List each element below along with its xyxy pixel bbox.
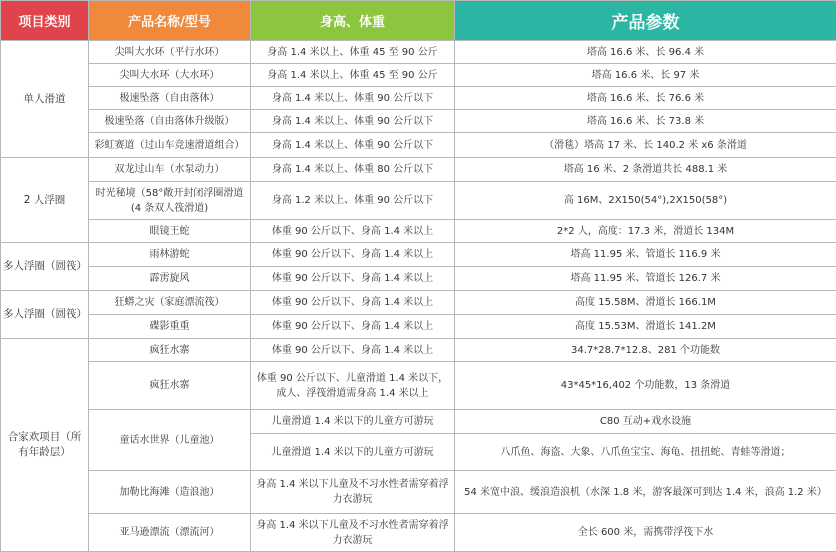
product-name-cell: 加勒比海滩（造浪池） — [89, 471, 251, 514]
params-cell: 全长 600 米，需携带浮筏下水 — [455, 514, 836, 552]
category-cell: 单人滑道 — [1, 41, 89, 158]
requirement-cell: 体重 90 公斤以下、儿童滑道 1.4 米以下，成人、浮筏滑道需身高 1.4 米以上 — [251, 362, 455, 410]
product-name-cell: 眼镜王蛇 — [89, 220, 251, 243]
product-name-cell: 极速坠落（自由落体） — [89, 87, 251, 110]
requirement-cell: 身高 1.2 米以上、体重 90 公斤以下 — [251, 182, 455, 220]
product-name-cell: 极速坠落（自由落体升级版） — [89, 110, 251, 133]
requirement-cell: 身高 1.4 米以上、体重 45 至 90 公斤 — [251, 41, 455, 64]
table-row — [1, 315, 836, 339]
table-row — [1, 339, 836, 362]
table-row — [1, 41, 836, 64]
requirement-cell: 儿童滑道 1.4 米以下的儿童方可游玩 — [251, 410, 455, 434]
product-name-cell: 尖叫大水环（大水环） — [89, 64, 251, 87]
table-row — [1, 158, 836, 182]
product-name-cell: 时光秘境（58°敞开封闭浮圈滑道(4 条双人筏滑道) — [89, 182, 251, 220]
table-row — [1, 471, 836, 514]
product-name-cell: 雨林游蛇 — [89, 243, 251, 267]
params-cell: （滑毯）塔高 17 米、长 140.2 米 x6 条滑道 — [455, 133, 836, 158]
table-row — [1, 182, 836, 220]
params-cell: 54 米宽中浪、缓浪造浪机（水深 1.8 米，游客最深可到达 1.4 米，浪高 1.2 米） — [455, 471, 836, 514]
params-cell: 34.7*28.7*12.8、281 个功能数 — [455, 339, 836, 362]
params-cell: C80 互动+戏水设施 — [455, 410, 836, 434]
requirement-cell: 体重 90 公斤以下、身高 1.4 米以上 — [251, 339, 455, 362]
table-row — [1, 243, 836, 267]
table-row — [1, 220, 836, 243]
product-name-cell: 碟影重重 — [89, 315, 251, 339]
requirement-cell: 体重 90 公斤以下、身高 1.4 米以上 — [251, 220, 455, 243]
product-name-cell: 亚马逊漂流（漂流河） — [89, 514, 251, 552]
requirement-cell: 儿童滑道 1.4 米以下的儿童方可游玩 — [251, 434, 455, 471]
header-height-weight: 身高、体重 — [251, 1, 455, 41]
requirement-cell: 体重 90 公斤以下、身高 1.4 米以上 — [251, 267, 455, 291]
product-name-cell: 狂蟒之灾（家庭漂流筏） — [89, 291, 251, 315]
table-row — [1, 133, 836, 158]
table-row — [1, 362, 836, 410]
header-row — [1, 1, 836, 41]
product-name-cell: 尖叫大水环（平行水环） — [89, 41, 251, 64]
product-name-cell: 童话水世界（儿童池） — [89, 410, 251, 471]
product-name-cell: 双龙过山车（水泵动力） — [89, 158, 251, 182]
requirement-cell: 身高 1.4 米以上、体重 90 公斤以下 — [251, 87, 455, 110]
requirement-cell: 体重 90 公斤以下、身高 1.4 米以上 — [251, 315, 455, 339]
table-row — [1, 267, 836, 291]
product-name-cell: 疯狂水寨 — [89, 339, 251, 362]
requirement-cell: 身高 1.4 米以上、体重 45 至 90 公斤 — [251, 64, 455, 87]
params-cell: 塔高 11.95 米、管道长 126.7 米 — [455, 267, 836, 291]
params-cell: 塔高 16.6 米、长 73.8 米 — [455, 110, 836, 133]
header-product-params: 产品参数 — [455, 1, 836, 41]
table-row — [1, 291, 836, 315]
params-cell: 塔高 16.6 米、长 76.6 米 — [455, 87, 836, 110]
params-cell: 高度 15.58M、滑道长 166.1M — [455, 291, 836, 315]
category-cell: 多人浮圈（圆筏） — [1, 243, 89, 291]
requirement-cell: 身高 1.4 米以下儿童及不习水性者需穿着浮力衣游玩 — [251, 514, 455, 552]
requirement-cell: 身高 1.4 米以下儿童及不习水性者需穿着浮力衣游玩 — [251, 471, 455, 514]
header-product-name: 产品名称/型号 — [89, 1, 251, 41]
table-row — [1, 514, 836, 552]
params-cell: 2*2 人，高度：17.3 米，滑道长 134M — [455, 220, 836, 243]
requirement-cell: 身高 1.4 米以上、体重 90 公斤以下 — [251, 110, 455, 133]
params-cell: 塔高 16 米、2 条滑道共长 488.1 米 — [455, 158, 836, 182]
requirement-cell: 身高 1.4 米以上、体重 90 公斤以下 — [251, 133, 455, 158]
table-row — [1, 410, 836, 434]
params-cell: 八爪鱼、海盗、大象、八爪鱼宝宝、海龟、扭扭蛇、青蛙等滑道； — [455, 434, 836, 471]
requirement-cell: 体重 90 公斤以下、身高 1.4 米以上 — [251, 291, 455, 315]
product-name-cell: 彩虹赛道（过山车竞速滑道组合） — [89, 133, 251, 158]
category-cell: 多人浮圈（圆筏） — [1, 291, 89, 339]
product-name-cell: 霹雳旋风 — [89, 267, 251, 291]
params-cell: 塔高 16.6 米、长 96.4 米 — [455, 41, 836, 64]
table-row — [1, 110, 836, 133]
table-row — [1, 64, 836, 87]
params-cell: 高度 15.53M、滑道长 141.2M — [455, 315, 836, 339]
params-cell: 塔高 11.95 米、管道长 116.9 米 — [455, 243, 836, 267]
table-row — [1, 87, 836, 110]
category-cell: 2 人浮圈 — [1, 158, 89, 243]
product-name-cell: 疯狂水寨 — [89, 362, 251, 410]
requirement-cell: 体重 90 公斤以下、身高 1.4 米以上 — [251, 243, 455, 267]
params-cell: 43*45*16,402 个功能数，13 条滑道 — [455, 362, 836, 410]
header-category: 项目类别 — [1, 1, 89, 41]
category-cell: 合家欢项目（所有年龄层） — [1, 339, 89, 552]
requirement-cell: 身高 1.4 米以上、体重 80 公斤以下 — [251, 158, 455, 182]
params-cell: 高 16M、2X150(54°),2X150(58°) — [455, 182, 836, 220]
params-cell: 塔高 16.6 米、长 97 米 — [455, 64, 836, 87]
